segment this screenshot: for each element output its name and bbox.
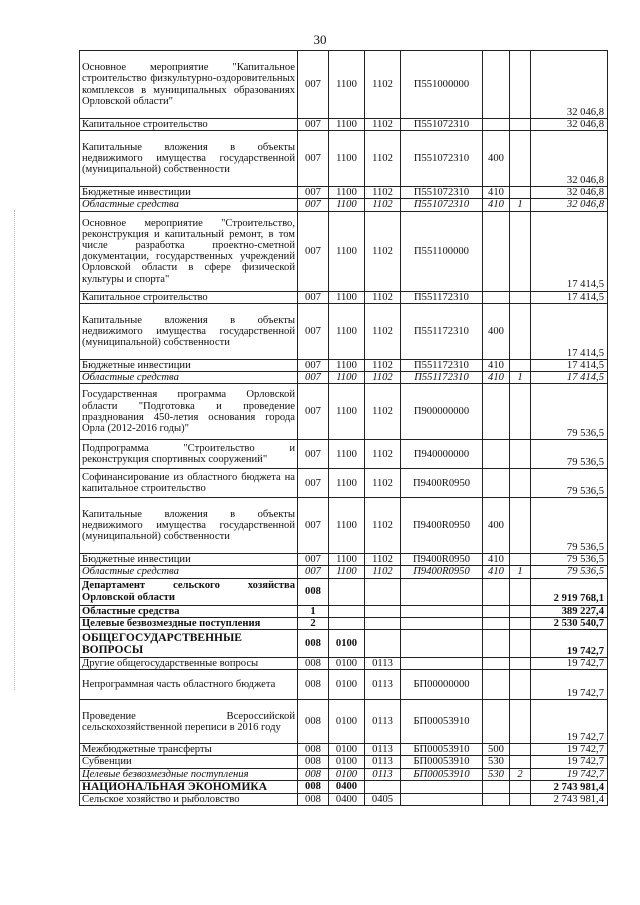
row-source: [510, 291, 531, 303]
row-grbs: 007: [298, 211, 329, 291]
row-target-item: БП00053910: [401, 768, 483, 780]
row-expense-type: 400: [483, 303, 510, 359]
row-amount: 79 536,5: [531, 566, 608, 578]
row-grbs: 007: [298, 440, 329, 469]
table-row: [80, 756, 608, 768]
row-name: Капитальное строительство: [80, 291, 298, 303]
row-name: Бюджетные инвестиции: [80, 359, 298, 371]
row-source: [510, 359, 531, 371]
row-expense-type: 410: [483, 372, 510, 384]
row-target-item: П551072310: [401, 187, 483, 199]
row-section: 0400: [329, 780, 365, 793]
row-amount: 2 530 540,7: [531, 617, 608, 629]
table-row: [80, 780, 608, 793]
row-source: 1: [510, 372, 531, 384]
row-section: 1100: [329, 51, 365, 119]
row-target-item: П551072310: [401, 131, 483, 187]
row-section: 1100: [329, 211, 365, 291]
table-row: [80, 469, 608, 498]
row-subsection: [365, 780, 401, 793]
row-target-item: БП00000000: [401, 670, 483, 700]
row-grbs: 007: [298, 303, 329, 359]
row-name: Областные средства: [80, 566, 298, 578]
row-amount: 17 414,5: [531, 359, 608, 371]
row-subsection: 1102: [365, 291, 401, 303]
row-source: [510, 187, 531, 199]
row-amount: 79 536,5: [531, 469, 608, 498]
row-section: 1100: [329, 359, 365, 371]
table-row: [80, 498, 608, 554]
table-row: [80, 617, 608, 629]
row-amount: 32 046,8: [531, 119, 608, 131]
row-target-item: БП00053910: [401, 744, 483, 756]
row-target-item: П9400R0950: [401, 469, 483, 498]
row-expense-type: [483, 793, 510, 805]
row-name: Софинансирование из областного бюджета на капитальное строительство: [80, 469, 298, 498]
row-grbs: 2: [298, 617, 329, 629]
row-name: Государственная программа Орловской области "Подготовка и проведение празднования 450-летия основания города Орла (2012-2016 годы)": [80, 384, 298, 440]
row-grbs: 007: [298, 131, 329, 187]
row-section: 1100: [329, 440, 365, 469]
row-expense-type: [483, 617, 510, 629]
row-source: [510, 119, 531, 131]
table-row: [80, 793, 608, 805]
row-source: [510, 670, 531, 700]
row-source: [510, 51, 531, 119]
row-grbs: 008: [298, 768, 329, 780]
table-row: [80, 187, 608, 199]
row-name: Бюджетные инвестиции: [80, 554, 298, 566]
row-amount: 19 742,7: [531, 744, 608, 756]
row-expense-type: 400: [483, 498, 510, 554]
row-source: [510, 793, 531, 805]
row-name: Целевые безвозмездные поступления: [80, 768, 298, 780]
table-row: [80, 630, 608, 658]
row-source: 2: [510, 768, 531, 780]
row-name: Другие общегосударственные вопросы: [80, 658, 298, 670]
row-section: 1100: [329, 303, 365, 359]
row-subsection: 1102: [365, 372, 401, 384]
row-section: 1100: [329, 566, 365, 578]
row-amount: 79 536,5: [531, 498, 608, 554]
row-expense-type: 410: [483, 199, 510, 211]
row-grbs: 007: [298, 291, 329, 303]
row-section: 1100: [329, 131, 365, 187]
table-row: [80, 700, 608, 744]
row-name: Областные средства: [80, 605, 298, 617]
table-row: [80, 199, 608, 211]
row-expense-type: [483, 605, 510, 617]
row-subsection: 0113: [365, 744, 401, 756]
row-expense-type: [483, 630, 510, 658]
row-subsection: [365, 578, 401, 605]
row-amount: 2 743 981,4: [531, 793, 608, 805]
row-amount: 79 536,5: [531, 440, 608, 469]
row-subsection: [365, 605, 401, 617]
row-target-item: [401, 617, 483, 629]
table-row: [80, 605, 608, 617]
row-source: 1: [510, 199, 531, 211]
row-subsection: 1102: [365, 384, 401, 440]
row-amount: 19 742,7: [531, 630, 608, 658]
table-row: [80, 384, 608, 440]
row-name: Областные средства: [80, 199, 298, 211]
row-section: [329, 578, 365, 605]
row-source: [510, 780, 531, 793]
row-name: Бюджетные инвестиции: [80, 187, 298, 199]
row-subsection: 1102: [365, 440, 401, 469]
row-source: [510, 440, 531, 469]
row-target-item: [401, 605, 483, 617]
row-grbs: 008: [298, 578, 329, 605]
row-subsection: 0405: [365, 793, 401, 805]
row-subsection: 1102: [365, 554, 401, 566]
row-amount: 32 046,8: [531, 187, 608, 199]
table-row: [80, 291, 608, 303]
row-amount: 32 046,8: [531, 199, 608, 211]
row-name: Субвенции: [80, 756, 298, 768]
row-subsection: [365, 617, 401, 629]
row-grbs: 008: [298, 700, 329, 744]
row-subsection: 1102: [365, 187, 401, 199]
budget-table: [79, 50, 608, 806]
row-expense-type: [483, 291, 510, 303]
row-section: 1100: [329, 469, 365, 498]
row-amount: 2 919 768,1: [531, 578, 608, 605]
table-row: [80, 303, 608, 359]
row-amount: 32 046,8: [531, 51, 608, 119]
row-target-item: БП00053910: [401, 756, 483, 768]
row-source: [510, 605, 531, 617]
row-expense-type: [483, 700, 510, 744]
table-row: [80, 744, 608, 756]
row-subsection: [365, 630, 401, 658]
row-grbs: 007: [298, 566, 329, 578]
row-amount: 32 046,8: [531, 131, 608, 187]
row-grbs: 007: [298, 372, 329, 384]
row-target-item: [401, 658, 483, 670]
row-amount: 19 742,7: [531, 700, 608, 744]
row-expense-type: [483, 211, 510, 291]
table-row: [80, 578, 608, 605]
row-grbs: 007: [298, 469, 329, 498]
row-section: 0100: [329, 700, 365, 744]
row-target-item: БП00053910: [401, 700, 483, 744]
row-source: [510, 700, 531, 744]
table-row: [80, 359, 608, 371]
row-section: 1100: [329, 291, 365, 303]
row-target-item: П551172310: [401, 291, 483, 303]
row-name: Подпрограмма "Строительство и реконструкция спортивных сооружений": [80, 440, 298, 469]
row-expense-type: 410: [483, 566, 510, 578]
row-subsection: 1102: [365, 131, 401, 187]
row-subsection: 1102: [365, 359, 401, 371]
row-name: Проведение Всероссийской сельскохозяйственной переписи в 2016 году: [80, 700, 298, 744]
row-subsection: 1102: [365, 51, 401, 119]
row-expense-type: [483, 658, 510, 670]
row-name: Капитальные вложения в объекты недвижимого имущества государственной (муниципальной) собственности: [80, 498, 298, 554]
row-source: [510, 617, 531, 629]
row-target-item: П9400R0950: [401, 566, 483, 578]
row-name: Межбюджетные трансферты: [80, 744, 298, 756]
row-subsection: 1102: [365, 498, 401, 554]
row-source: [510, 578, 531, 605]
row-grbs: 007: [298, 119, 329, 131]
row-target-item: П551072310: [401, 199, 483, 211]
row-grbs: 007: [298, 554, 329, 566]
row-amount: 17 414,5: [531, 211, 608, 291]
row-amount: 2 743 981,4: [531, 780, 608, 793]
row-section: 1100: [329, 554, 365, 566]
row-name: Основное мероприятие "Строительство, реконструкция и капитальный ремонт, в том числе разработка проектно-сметной документации, государственных учреждений Орловской области в сфере физической культуры и спорта": [80, 211, 298, 291]
table-row: [80, 658, 608, 670]
page-number: 30: [313, 32, 327, 47]
row-subsection: 0113: [365, 670, 401, 700]
row-name: Капитальные вложения в объекты недвижимого имущества государственной (муниципальной) собственности: [80, 131, 298, 187]
row-subsection: 1102: [365, 469, 401, 498]
row-section: 0100: [329, 768, 365, 780]
row-name: НАЦИОНАЛЬНАЯ ЭКОНОМИКА: [80, 780, 298, 793]
row-target-item: П551100000: [401, 211, 483, 291]
row-section: 1100: [329, 372, 365, 384]
row-grbs: 007: [298, 359, 329, 371]
table-row: [80, 51, 608, 119]
row-name: Департамент сельского хозяйства Орловской области: [80, 578, 298, 605]
row-target-item: П940000000: [401, 440, 483, 469]
row-source: [510, 498, 531, 554]
row-grbs: 008: [298, 670, 329, 700]
row-name: Целевые безвозмездные поступления: [80, 617, 298, 629]
row-name: Основное мероприятие "Капитальное строительство физкультурно-оздоровительных комплексов в муниципальных образованиях Орловской области": [80, 51, 298, 119]
row-amount: 19 742,7: [531, 756, 608, 768]
row-expense-type: [483, 440, 510, 469]
row-source: [510, 756, 531, 768]
row-target-item: П551000000: [401, 51, 483, 119]
row-grbs: 007: [298, 498, 329, 554]
row-grbs: 008: [298, 793, 329, 805]
row-section: [329, 617, 365, 629]
row-target-item: [401, 630, 483, 658]
table-row: [80, 554, 608, 566]
row-subsection: 0113: [365, 768, 401, 780]
row-section: 0400: [329, 793, 365, 805]
row-amount: 17 414,5: [531, 303, 608, 359]
row-expense-type: 410: [483, 554, 510, 566]
row-section: 1100: [329, 187, 365, 199]
table-row: [80, 131, 608, 187]
row-target-item: П9400R0950: [401, 554, 483, 566]
row-section: 0100: [329, 658, 365, 670]
row-name: Капитальное строительство: [80, 119, 298, 131]
row-expense-type: [483, 469, 510, 498]
row-target-item: П9400R0950: [401, 498, 483, 554]
row-amount: 19 742,7: [531, 658, 608, 670]
row-section: [329, 605, 365, 617]
row-grbs: 007: [298, 51, 329, 119]
table-row: [80, 119, 608, 131]
row-expense-type: [483, 670, 510, 700]
row-name: ОБЩЕГОСУДАРСТВЕННЫЕ ВОПРОСЫ: [80, 630, 298, 658]
row-expense-type: [483, 578, 510, 605]
row-expense-type: 530: [483, 768, 510, 780]
row-amount: 79 536,5: [531, 554, 608, 566]
row-target-item: [401, 793, 483, 805]
row-source: [510, 131, 531, 187]
row-section: 0100: [329, 756, 365, 768]
row-amount: 19 742,7: [531, 768, 608, 780]
table-row: [80, 670, 608, 700]
row-section: 1100: [329, 199, 365, 211]
row-grbs: 007: [298, 384, 329, 440]
row-name: Капитальные вложения в объекты недвижимого имущества государственной (муниципальной) собственности: [80, 303, 298, 359]
row-expense-type: 530: [483, 756, 510, 768]
row-target-item: П551072310: [401, 119, 483, 131]
row-target-item: П900000000: [401, 384, 483, 440]
row-subsection: 1102: [365, 119, 401, 131]
row-amount: 79 536,5: [531, 384, 608, 440]
table-row: [80, 211, 608, 291]
table-row: [80, 372, 608, 384]
table-row: [80, 440, 608, 469]
row-expense-type: [483, 780, 510, 793]
row-subsection: 1102: [365, 303, 401, 359]
row-subsection: 1102: [365, 566, 401, 578]
row-target-item: П551172310: [401, 303, 483, 359]
row-target-item: П551172310: [401, 359, 483, 371]
row-grbs: 008: [298, 744, 329, 756]
row-section: 0100: [329, 744, 365, 756]
row-grbs: 008: [298, 630, 329, 658]
row-expense-type: 400: [483, 131, 510, 187]
row-section: 1100: [329, 498, 365, 554]
row-amount: 389 227,4: [531, 605, 608, 617]
row-source: [510, 658, 531, 670]
row-expense-type: 410: [483, 359, 510, 371]
row-amount: 17 414,5: [531, 372, 608, 384]
row-name: Сельское хозяйство и рыболовство: [80, 793, 298, 805]
row-subsection: 0113: [365, 756, 401, 768]
row-target-item: [401, 780, 483, 793]
scan-margin-mark: [14, 210, 17, 690]
row-source: 1: [510, 566, 531, 578]
row-source: [510, 744, 531, 756]
row-expense-type: 410: [483, 187, 510, 199]
table-row: [80, 566, 608, 578]
row-subsection: 0113: [365, 700, 401, 744]
row-subsection: 0113: [365, 658, 401, 670]
row-amount: 17 414,5: [531, 291, 608, 303]
row-amount: 19 742,7: [531, 670, 608, 700]
row-grbs: 008: [298, 780, 329, 793]
row-source: [510, 554, 531, 566]
row-source: [510, 630, 531, 658]
row-name: Областные средства: [80, 372, 298, 384]
row-grbs: 008: [298, 756, 329, 768]
row-subsection: 1102: [365, 211, 401, 291]
row-section: 1100: [329, 384, 365, 440]
row-source: [510, 469, 531, 498]
row-subsection: 1102: [365, 199, 401, 211]
row-target-item: П551172310: [401, 372, 483, 384]
row-expense-type: [483, 384, 510, 440]
row-grbs: 007: [298, 187, 329, 199]
row-section: 1100: [329, 119, 365, 131]
row-grbs: 008: [298, 658, 329, 670]
row-expense-type: [483, 51, 510, 119]
row-source: [510, 303, 531, 359]
row-expense-type: 500: [483, 744, 510, 756]
row-grbs: 1: [298, 605, 329, 617]
row-name: Непрограммная часть областного бюджета: [80, 670, 298, 700]
row-section: 0100: [329, 670, 365, 700]
row-expense-type: [483, 119, 510, 131]
row-section: 0100: [329, 630, 365, 658]
row-source: [510, 384, 531, 440]
row-grbs: 007: [298, 199, 329, 211]
table-row: [80, 768, 608, 780]
row-target-item: [401, 578, 483, 605]
row-source: [510, 211, 531, 291]
